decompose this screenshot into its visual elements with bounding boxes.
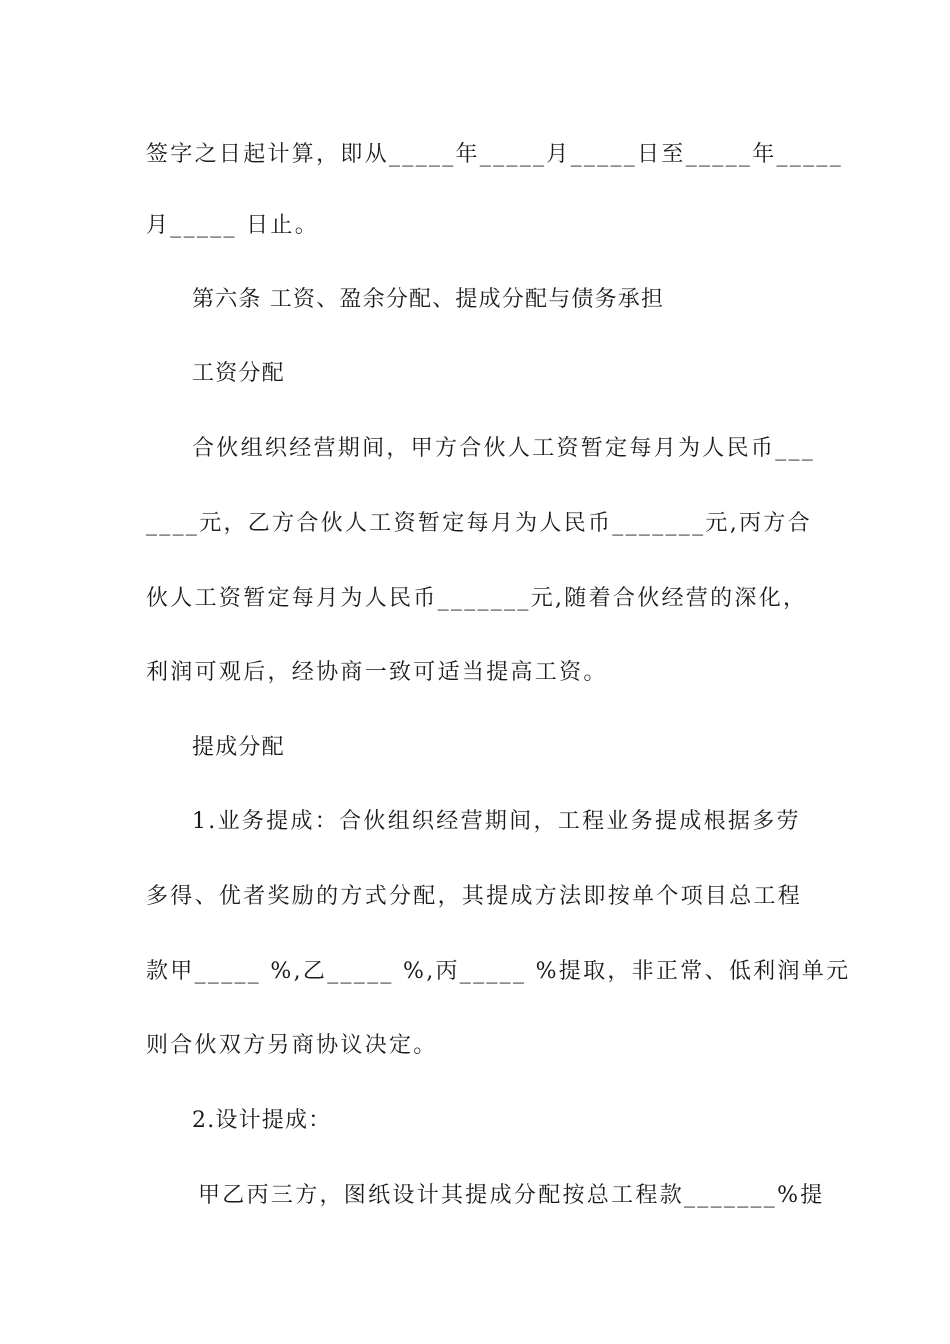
paragraph-line: 月_____ 日止。 [146, 213, 319, 238]
paragraph-line: 伙人工资暂定每月为人民币_______元,随着合伙经营的深化， [146, 586, 808, 611]
subsection-heading: 提成分配 [192, 735, 285, 760]
section-heading: 第六条 工资、盈余分配、提成分配与债务承担 [192, 287, 665, 312]
paragraph-line: ____元，乙方合伙人工资暂定每月为人民币_______元,丙方合 [146, 511, 812, 536]
paragraph-line: 多得、优者奖励的方式分配，其提成方法即按单个项目总工程 [146, 884, 803, 909]
paragraph-line: 合伙组织经营期间，甲方合伙人工资暂定每月为人民币___ [192, 436, 816, 461]
paragraph-line: 签字之日起计算，即从_____年_____月_____日至_____年_____ [146, 142, 844, 167]
paragraph-line: 则合伙双方另商协议决定。 [146, 1033, 438, 1058]
subsection-heading: 工资分配 [192, 361, 285, 386]
subsection-heading: 2.设计提成： [192, 1108, 332, 1133]
paragraph-line: 款甲_____ %,乙_____ %,丙_____ %提取，非正常、低利润单元 [146, 959, 851, 984]
paragraph-line: 1.业务提成：合伙组织经营期间，工程业务提成根据多劳 [192, 809, 801, 834]
paragraph-line: 利润可观后，经协商一致可适当提高工资。 [146, 660, 608, 685]
paragraph-line: 甲乙丙三方，图纸设计其提成分配按总工程款_______%提 [198, 1183, 825, 1208]
